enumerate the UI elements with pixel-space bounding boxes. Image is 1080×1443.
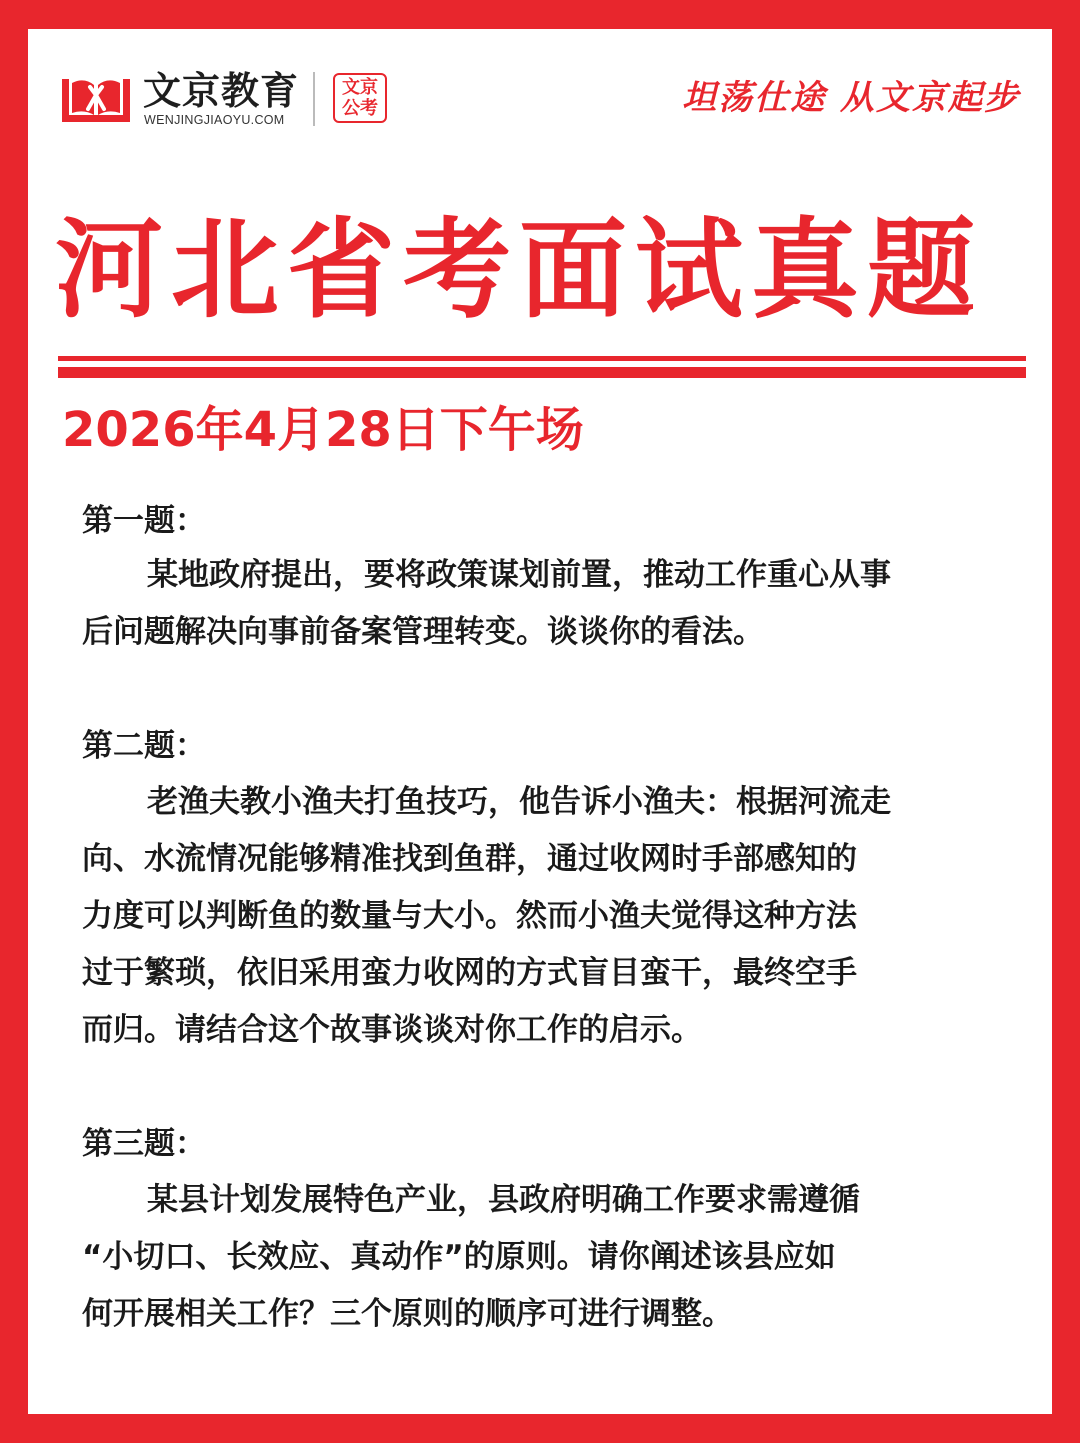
question-1-body	[82, 547, 1010, 661]
question-3-line: 某县计划发展特色产业，县政府明确工作要求需遵循	[147, 1182, 860, 1218]
question-2-body	[82, 774, 1010, 1059]
title-rule-thick	[58, 367, 1026, 378]
question-2-line: 向、水流情况能够精准找到鱼群，通过收网时手部感知的	[82, 841, 857, 877]
question-2-line: 力度可以判断鱼的数量与大小。然而小渔夫觉得这种方法	[82, 898, 857, 934]
question-3-body	[82, 1172, 1010, 1343]
question-1-line: 某地政府提出，要将政策谋划前置，推动工作重心从事	[147, 557, 891, 593]
title-rule-thin	[58, 356, 1026, 361]
question-2-line: 老渔夫教小渔夫打鱼技巧，他告诉小渔夫：根据河流走	[147, 784, 891, 820]
slogan: 坦荡仕途 从文京起步	[682, 78, 1020, 118]
question-2-heading: 第二题：	[82, 728, 206, 764]
question-2-line: 而归。请结合这个故事谈谈对你工作的启示。	[82, 1012, 702, 1048]
exam-stamp	[333, 73, 387, 123]
book-logo-icon	[60, 73, 132, 125]
question-2-line: 过于繁琐，依旧采用蛮力收网的方式盲目蛮干，最终空手	[82, 955, 857, 991]
page-title: 河北省考面试真题	[55, 208, 984, 333]
brand-name: 文京教育	[143, 69, 300, 113]
question-3-line: “小切口、长效应、真动作”的原则。请你阐述该县应如	[82, 1239, 836, 1275]
stamp-line-1: 文京	[342, 77, 378, 98]
question-1-heading: 第一题：	[82, 503, 206, 539]
question-3-line: 何开展相关工作？三个原则的顺序可进行调整。	[82, 1296, 733, 1332]
session-date: 2026年4月28日下午场	[62, 402, 584, 458]
brand-domain: WENJINGJIAOYU.COM	[144, 113, 285, 127]
question-1-line: 后问题解决向事前备案管理转变。谈谈你的看法。	[82, 614, 764, 650]
stamp-line-2: 公考	[342, 98, 378, 119]
logo-divider	[313, 72, 315, 126]
question-3-heading: 第三题：	[82, 1126, 206, 1162]
